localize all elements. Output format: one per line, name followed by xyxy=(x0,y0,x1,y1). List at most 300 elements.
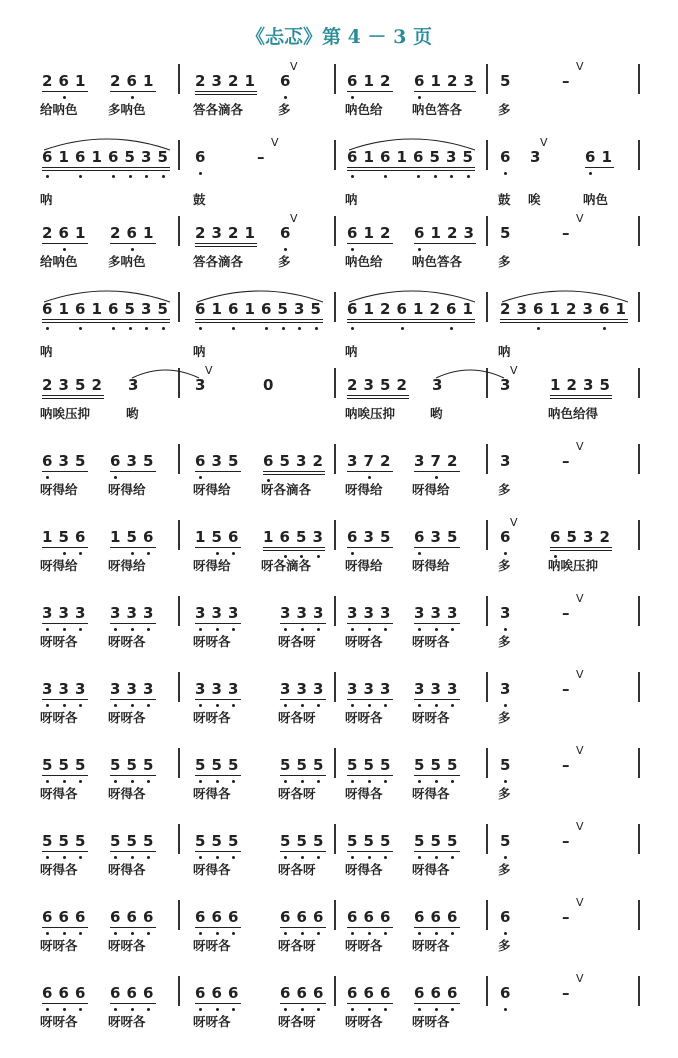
octave-dot xyxy=(131,704,134,707)
note-digit: 3 xyxy=(446,148,457,166)
barline xyxy=(334,64,336,94)
lyric-text: 呀得给 xyxy=(108,482,146,497)
note-digit: 5 xyxy=(500,224,511,242)
note-digit: 1 xyxy=(263,528,274,546)
octave-dot xyxy=(351,175,354,178)
lyric-text: 呐 xyxy=(40,192,53,207)
rhythm-underline xyxy=(263,474,325,475)
barline xyxy=(178,520,180,550)
note-digit: 3 xyxy=(110,604,121,622)
octave-dot xyxy=(147,628,150,631)
note-digit: 6 xyxy=(42,300,53,318)
rhythm-underline xyxy=(280,1003,326,1004)
octave-dot xyxy=(46,1008,49,1011)
note-digit: 6 xyxy=(108,300,119,318)
breath-mark: V xyxy=(576,592,584,605)
note-digit: 6 xyxy=(143,528,154,546)
note-digit: 5 xyxy=(42,756,53,774)
sustain-dash: – xyxy=(562,984,570,1002)
rhythm-underline xyxy=(347,170,475,171)
note-digit: 6 xyxy=(347,984,358,1002)
octave-dot xyxy=(317,704,320,707)
note-digit: 3 xyxy=(195,376,206,394)
rhythm-underline xyxy=(414,547,460,548)
lyric-text: 哟 xyxy=(126,406,139,421)
note-digit: 3 xyxy=(143,604,154,622)
lyric-text: 呀各滴各 xyxy=(261,558,312,573)
note-digit: 6 xyxy=(430,908,441,926)
rhythm-underline xyxy=(550,550,612,551)
note-digit: 6 xyxy=(195,452,206,470)
barline xyxy=(486,520,488,550)
note-digit: 3 xyxy=(500,680,511,698)
rhythm-underline xyxy=(110,699,156,700)
octave-dot xyxy=(284,1008,287,1011)
note-digit: 5 xyxy=(143,832,154,850)
lyric-text: 多呐色 xyxy=(108,254,146,269)
note-digit: 5 xyxy=(380,832,391,850)
octave-dot xyxy=(129,327,132,330)
octave-dot xyxy=(129,175,132,178)
note-digit: 1 xyxy=(244,224,255,242)
rhythm-underline xyxy=(347,699,393,700)
note-digit: 1 xyxy=(430,72,441,90)
octave-dot xyxy=(368,628,371,631)
octave-dot xyxy=(232,780,235,783)
octave-dot xyxy=(46,628,49,631)
barline xyxy=(486,824,488,854)
note-digit: 6 xyxy=(58,72,69,90)
note-digit: 3 xyxy=(228,604,239,622)
octave-dot xyxy=(114,628,117,631)
lyric-text: 呀各呀 xyxy=(278,710,316,725)
octave-dot xyxy=(451,856,454,859)
rhythm-underline xyxy=(110,547,156,548)
rhythm-underline xyxy=(414,243,476,244)
octave-dot xyxy=(131,96,134,99)
note-digit: 6 xyxy=(280,72,291,90)
octave-dot xyxy=(131,552,134,555)
barline xyxy=(334,368,336,398)
rhythm-underline xyxy=(42,927,88,928)
barline xyxy=(638,900,640,930)
lyric-text: 呀呀各 xyxy=(345,938,383,953)
note-digit: 6 xyxy=(195,148,206,166)
barline xyxy=(486,976,488,1006)
rhythm-underline xyxy=(280,623,326,624)
note-digit: 3 xyxy=(141,148,152,166)
note-digit: 3 xyxy=(447,604,458,622)
rhythm-underline xyxy=(42,699,88,700)
sustain-dash: – xyxy=(562,604,570,622)
note-digit: 3 xyxy=(447,680,458,698)
note-digit: 5 xyxy=(124,148,135,166)
octave-dot xyxy=(79,327,82,330)
octave-dot xyxy=(537,327,540,330)
barline xyxy=(334,596,336,626)
rhythm-underline xyxy=(414,471,460,472)
barline xyxy=(334,900,336,930)
octave-dot xyxy=(450,327,453,330)
rhythm-underline xyxy=(195,927,241,928)
octave-dot xyxy=(199,172,202,175)
sustain-dash: – xyxy=(562,224,570,242)
note-digit: 1 xyxy=(550,376,561,394)
octave-dot xyxy=(232,856,235,859)
breath-mark: V xyxy=(576,440,584,453)
note-digit: 6 xyxy=(414,984,425,1002)
octave-dot xyxy=(79,932,82,935)
rhythm-underline xyxy=(585,167,614,168)
note-digit: 3 xyxy=(500,452,511,470)
note-digit: 5 xyxy=(126,756,137,774)
barline xyxy=(486,444,488,474)
lyric-text: 呀呀各 xyxy=(40,1014,78,1029)
octave-dot xyxy=(199,327,202,330)
note-digit: 6 xyxy=(280,908,291,926)
octave-dot xyxy=(401,327,404,330)
note-digit: 5 xyxy=(380,376,391,394)
rhythm-underline xyxy=(347,471,393,472)
barline xyxy=(178,976,180,1006)
octave-dot xyxy=(199,628,202,631)
note-digit: 6 xyxy=(414,72,425,90)
sustain-dash: – xyxy=(562,680,570,698)
octave-dot xyxy=(282,327,285,330)
breath-mark: V xyxy=(510,516,518,529)
note-digit: 1 xyxy=(211,300,222,318)
note-digit: 5 xyxy=(500,832,511,850)
note-digit: 3 xyxy=(126,452,137,470)
note-digit: 5 xyxy=(143,756,154,774)
octave-dot xyxy=(216,704,219,707)
octave-dot xyxy=(147,780,150,783)
barline xyxy=(178,292,180,322)
breath-mark: V xyxy=(205,364,213,377)
note-digit: 3 xyxy=(143,680,154,698)
lyric-text: 多 xyxy=(498,254,511,269)
octave-dot xyxy=(114,476,117,479)
lyric-text: 呀呀各 xyxy=(345,634,383,649)
octave-dot xyxy=(351,932,354,935)
breath-mark: V xyxy=(576,972,584,985)
barline xyxy=(638,824,640,854)
octave-dot xyxy=(301,704,304,707)
octave-dot xyxy=(351,704,354,707)
octave-dot xyxy=(284,932,287,935)
note-digit: 6 xyxy=(75,300,86,318)
octave-dot xyxy=(451,1008,454,1011)
note-digit: 1 xyxy=(58,300,69,318)
note-digit: 6 xyxy=(42,908,53,926)
octave-dot xyxy=(368,932,371,935)
barline xyxy=(638,368,640,398)
note-digit: 5 xyxy=(126,528,137,546)
rhythm-underline xyxy=(42,170,170,171)
octave-dot xyxy=(435,856,438,859)
lyric-text: 呀各呀 xyxy=(278,938,316,953)
note-digit: 6 xyxy=(313,908,324,926)
octave-dot xyxy=(284,628,287,631)
rhythm-underline xyxy=(42,851,88,852)
note-digit: 5 xyxy=(58,756,69,774)
octave-dot xyxy=(63,780,66,783)
rhythm-underline xyxy=(414,775,460,776)
note-digit: 6 xyxy=(414,908,425,926)
breath-mark: V xyxy=(576,668,584,681)
note-digit: 2 xyxy=(42,224,53,242)
note-digit: 1 xyxy=(91,148,102,166)
note-digit: 6 xyxy=(363,908,374,926)
note-digit: 5 xyxy=(58,528,69,546)
barline xyxy=(638,520,640,550)
octave-dot xyxy=(301,628,304,631)
octave-dot xyxy=(63,704,66,707)
rhythm-underline xyxy=(42,322,170,323)
note-digit: 3 xyxy=(211,604,222,622)
octave-dot xyxy=(435,704,438,707)
octave-dot xyxy=(418,780,421,783)
note-digit: 6 xyxy=(108,148,119,166)
note-digit: 6 xyxy=(347,148,358,166)
rhythm-underline xyxy=(550,395,612,396)
note-digit: 2 xyxy=(42,72,53,90)
rhythm-underline xyxy=(195,246,257,247)
rhythm-underline xyxy=(110,623,156,624)
rhythm-underline xyxy=(42,547,88,548)
octave-dot xyxy=(451,628,454,631)
lyric-text: 呐色 xyxy=(583,192,609,207)
lyric-text: 呀呀各 xyxy=(108,938,146,953)
barline xyxy=(638,596,640,626)
note-digit: 3 xyxy=(347,452,358,470)
lyric-text: 呀得给 xyxy=(193,558,231,573)
note-digit: 6 xyxy=(363,984,374,1002)
lyric-text: 呀各呀 xyxy=(278,1014,316,1029)
octave-dot xyxy=(384,780,387,783)
note-digit: 6 xyxy=(75,908,86,926)
octave-dot xyxy=(418,704,421,707)
note-digit: 1 xyxy=(75,224,86,242)
note-digit: 6 xyxy=(195,908,206,926)
note-digit: 3 xyxy=(582,300,593,318)
note-digit: 1 xyxy=(75,72,86,90)
octave-dot xyxy=(114,704,117,707)
rhythm-underline xyxy=(42,243,88,244)
octave-dot xyxy=(435,1008,438,1011)
note-digit: 2 xyxy=(566,376,577,394)
sustain-dash: – xyxy=(562,908,570,926)
octave-dot xyxy=(216,856,219,859)
lyric-text: 呀呀各 xyxy=(108,634,146,649)
note-digit: 3 xyxy=(211,224,222,242)
octave-dot xyxy=(368,704,371,707)
octave-dot xyxy=(351,856,354,859)
note-digit: 6 xyxy=(380,984,391,1002)
lyric-text: 多 xyxy=(498,938,511,953)
octave-dot xyxy=(301,932,304,935)
score-row xyxy=(0,442,678,516)
octave-dot xyxy=(112,327,115,330)
note-digit: 6 xyxy=(126,908,137,926)
note-digit: 6 xyxy=(347,72,358,90)
note-digit: 2 xyxy=(110,72,121,90)
octave-dot xyxy=(79,552,82,555)
rhythm-underline xyxy=(500,322,628,323)
note-digit: 2 xyxy=(91,376,102,394)
note-digit: 1 xyxy=(363,224,374,242)
note-digit: 6 xyxy=(296,908,307,926)
note-digit: 5 xyxy=(280,756,291,774)
note-digit: 5 xyxy=(296,832,307,850)
octave-dot xyxy=(131,1008,134,1011)
lyric-text: 多 xyxy=(278,102,291,117)
octave-dot xyxy=(384,932,387,935)
octave-dot xyxy=(317,932,320,935)
octave-dot xyxy=(265,327,268,330)
note-digit: 5 xyxy=(430,832,441,850)
lyric-text: 呀得给 xyxy=(40,482,78,497)
octave-dot xyxy=(232,327,235,330)
lyric-text: 呀呀各 xyxy=(345,710,383,725)
score-row xyxy=(0,290,678,364)
rhythm-underline xyxy=(42,1003,88,1004)
note-digit: 5 xyxy=(380,528,391,546)
octave-dot xyxy=(384,628,387,631)
lyric-text: 呀呀各 xyxy=(40,710,78,725)
octave-dot xyxy=(351,552,354,555)
rhythm-underline xyxy=(195,547,241,548)
note-digit: 5 xyxy=(566,528,577,546)
note-digit: 3 xyxy=(58,604,69,622)
score-row xyxy=(0,670,678,744)
barline xyxy=(638,976,640,1006)
rhythm-underline xyxy=(195,1003,241,1004)
note-digit: 6 xyxy=(42,984,53,1002)
barline xyxy=(638,444,640,474)
rhythm-underline xyxy=(414,851,460,852)
note-digit: 3 xyxy=(463,224,474,242)
rhythm-underline xyxy=(347,1003,393,1004)
octave-dot xyxy=(216,780,219,783)
octave-dot xyxy=(131,780,134,783)
octave-dot xyxy=(317,856,320,859)
octave-dot xyxy=(504,172,507,175)
note-digit: 1 xyxy=(363,148,374,166)
note-digit: 6 xyxy=(447,908,458,926)
lyric-text: 呀各呀 xyxy=(278,634,316,649)
note-digit: 6 xyxy=(585,148,596,166)
octave-dot xyxy=(417,175,420,178)
rhythm-underline xyxy=(42,471,88,472)
rhythm-underline xyxy=(347,547,393,548)
octave-dot xyxy=(301,780,304,783)
octave-dot xyxy=(232,628,235,631)
note-digit: 3 xyxy=(313,680,324,698)
octave-dot xyxy=(384,856,387,859)
note-digit: 2 xyxy=(500,300,511,318)
octave-dot xyxy=(317,780,320,783)
note-digit: 3 xyxy=(312,528,323,546)
note-digit: 6 xyxy=(211,984,222,1002)
note-digit: 5 xyxy=(211,528,222,546)
lyric-text: 多 xyxy=(498,634,511,649)
score-row xyxy=(0,138,678,212)
note-digit: 1 xyxy=(91,300,102,318)
note-digit: 6 xyxy=(380,908,391,926)
lyric-text: 呀得各 xyxy=(193,862,231,877)
note-digit: 1 xyxy=(462,300,473,318)
octave-dot xyxy=(63,248,66,251)
lyric-text: 呀得给 xyxy=(412,558,450,573)
octave-dot xyxy=(315,327,318,330)
note-digit: 1 xyxy=(143,224,154,242)
note-digit: 6 xyxy=(347,908,358,926)
note-digit: 6 xyxy=(42,148,53,166)
rhythm-underline xyxy=(110,927,156,928)
octave-dot xyxy=(46,856,49,859)
note-digit: 6 xyxy=(126,224,137,242)
sustain-dash: – xyxy=(257,148,265,166)
lyric-text: 呐色答各 xyxy=(412,102,463,117)
note-digit: 5 xyxy=(447,832,458,850)
octave-dot xyxy=(131,248,134,251)
note-digit: 2 xyxy=(566,300,577,318)
octave-dot xyxy=(504,628,507,631)
score-row xyxy=(0,214,678,288)
note-digit: 3 xyxy=(280,604,291,622)
octave-dot xyxy=(147,856,150,859)
rhythm-underline xyxy=(550,547,612,548)
score-row xyxy=(0,518,678,592)
note-digit: 6 xyxy=(110,908,121,926)
octave-dot xyxy=(79,780,82,783)
note-digit: 3 xyxy=(141,300,152,318)
rhythm-underline xyxy=(280,927,326,928)
lyric-text: 鼓 xyxy=(193,192,206,207)
lyric-text: 呀得各 xyxy=(345,862,383,877)
lyric-text: 呀呀各 xyxy=(412,710,450,725)
note-digit: 5 xyxy=(75,452,86,470)
octave-dot xyxy=(351,1008,354,1011)
note-digit: 6 xyxy=(500,148,511,166)
note-digit: 6 xyxy=(280,984,291,1002)
note-digit: 6 xyxy=(143,984,154,1002)
note-digit: 3 xyxy=(347,680,358,698)
note-digit: 6 xyxy=(279,528,290,546)
note-digit: 6 xyxy=(126,984,137,1002)
rhythm-underline xyxy=(347,243,393,244)
lyric-text: 呀得各 xyxy=(40,786,78,801)
note-digit: 2 xyxy=(380,452,391,470)
octave-dot xyxy=(368,856,371,859)
lyric-text: 呀呀各 xyxy=(345,1014,383,1029)
rhythm-underline xyxy=(195,243,257,244)
note-digit: 5 xyxy=(58,832,69,850)
octave-dot xyxy=(317,628,320,631)
score-row xyxy=(0,594,678,668)
note-digit: 3 xyxy=(516,300,527,318)
note-digit: 5 xyxy=(430,756,441,774)
octave-dot xyxy=(46,175,49,178)
octave-dot xyxy=(162,327,165,330)
note-digit: 6 xyxy=(347,224,358,242)
note-digit: 3 xyxy=(228,680,239,698)
note-digit: 5 xyxy=(211,756,222,774)
note-digit: 3 xyxy=(126,680,137,698)
octave-dot xyxy=(451,780,454,783)
note-digit: 1 xyxy=(195,528,206,546)
